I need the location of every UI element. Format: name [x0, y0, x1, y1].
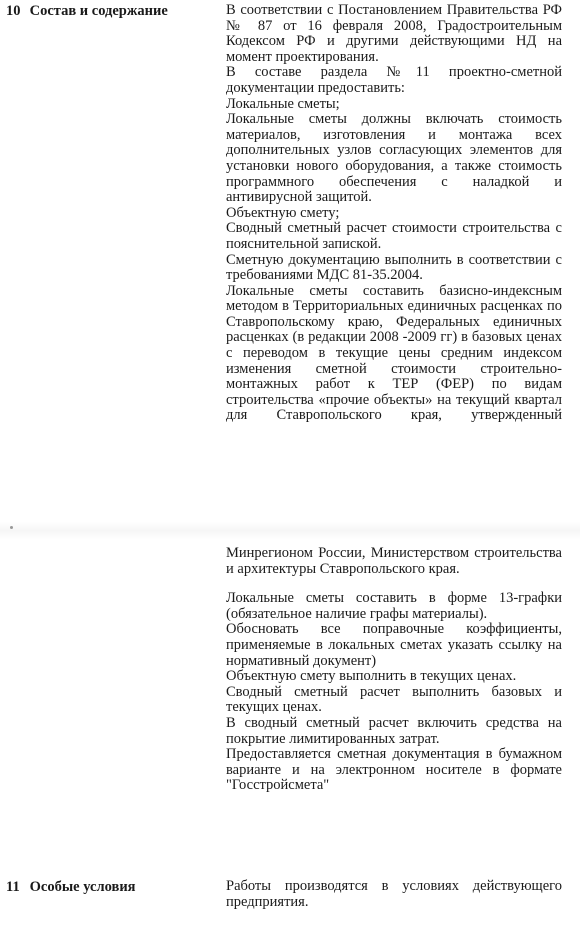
- scan-mark: [10, 526, 13, 529]
- section-11-content: [226, 879, 562, 910]
- paragraph: Работы производятся в условиях действующего предприятия.: [226, 878, 562, 910]
- section-title: Особые условия: [29, 879, 136, 895]
- section-10-continuation: [226, 546, 562, 794]
- section-title: Состав и содержание: [29, 3, 168, 19]
- section-number: 11: [6, 879, 20, 895]
- paragraph: Сводный сметный расчет стоимости строительства с пояснительной запиской.: [226, 220, 562, 252]
- paragraph: Обосновать все поправочные коэффициенты, применяемые в локальных сметах указать ссылку на нормативный документ): [226, 621, 562, 669]
- paragraph: В сводный сметный расчет включить средства на покрытие лимитированных затрат.: [226, 714, 562, 747]
- paragraph: В соответствии с Постановлением Правительства РФ № 87 от 16 февраля 2008, Градостроительным Кодексом РФ и другими действующими НД на момент проектирования.: [226, 2, 562, 65]
- paragraph: Сметную документацию выполнить в соответствии с требованиями МДС 81-35.2004.: [226, 251, 562, 284]
- section-11-heading: [6, 879, 136, 896]
- paragraph: Минрегионом России, Министерством строительства и архитектуры Ставропольского края.: [226, 545, 562, 577]
- paragraph: Объектную смету выполнить в текущих ценах.: [226, 668, 517, 685]
- section-10-heading: [6, 3, 168, 20]
- section-10-content: [226, 3, 562, 424]
- paragraph: Локальные сметы;: [226, 95, 340, 112]
- paragraph: Предоставляется сметная документация в бумажном варианте и на электронном носителе в формате "Госстройсмета": [226, 746, 562, 794]
- page-break: [0, 522, 580, 540]
- paragraph: Сводный сметный расчет выполнить базовых и текущих ценах.: [226, 683, 562, 716]
- paragraph: Локальные сметы должны включать стоимость материалов, изготовления и монтажа всех дополнительных узлов согласующих элементов для установки нового оборудования, а также стоимость программного обеспечения с наладкой и антивирусной защитой.: [226, 111, 562, 206]
- paragraph: В составе раздела №11 проектно-сметной документации предоставить:: [226, 64, 562, 96]
- paragraph: Объектную смету;: [226, 204, 340, 221]
- section-number: 10: [6, 3, 21, 19]
- paragraph: Локальные сметы составить в форме 13-графки (обязательное наличие графы материалы).: [226, 590, 562, 622]
- paragraph: Локальные сметы составить базисно-индексным методом в Территориальных единичных расценках по Ставропольскому краю, Федеральных единичных расценках (в редакции 2008 -2009 гг) в базовых ценах с переводом в текущие цены средним индексом изменения сметной стоимости строительно-монтажных работ к ТЕР (ФЕР) по видам строительства «прочие объекты» на текущий квартал для Ставропольского края, утвержденный: [226, 282, 562, 424]
